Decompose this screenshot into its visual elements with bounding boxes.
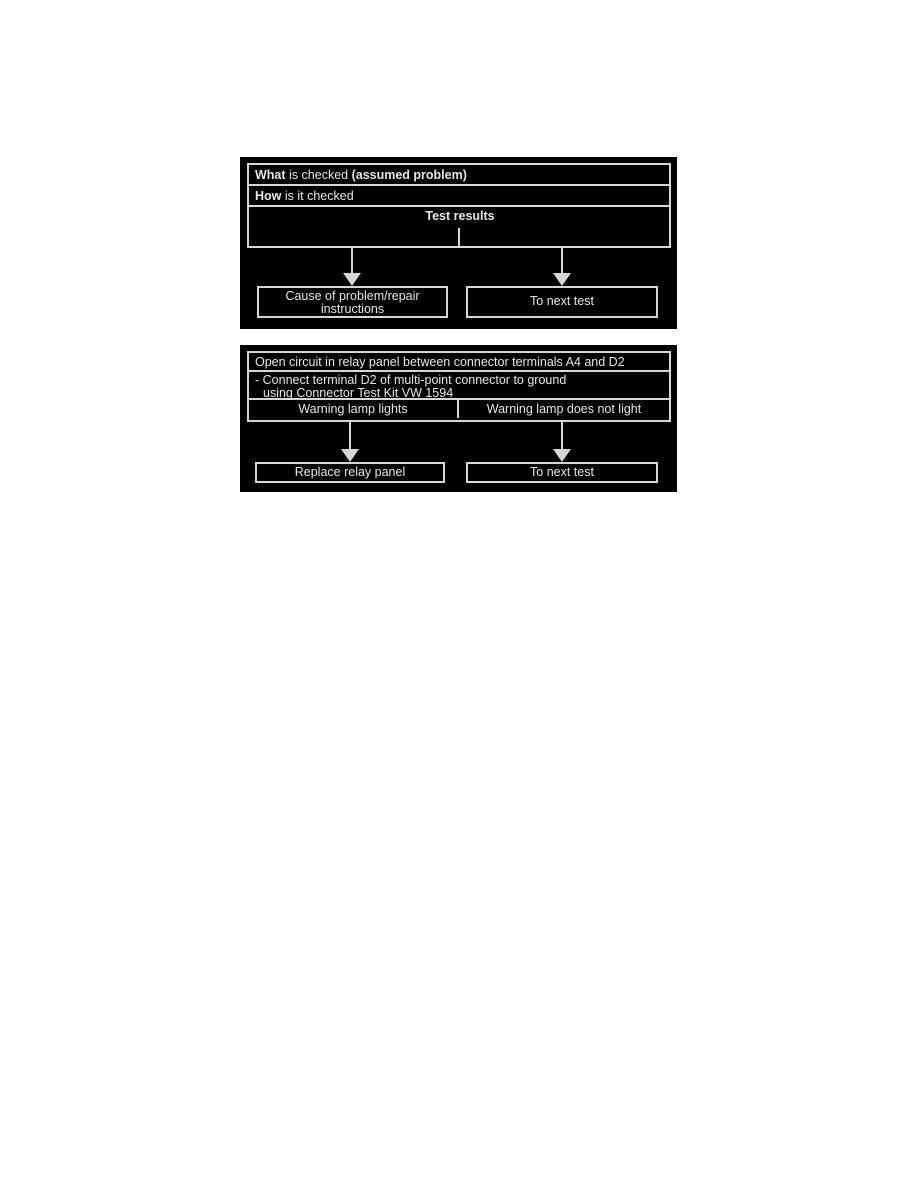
arrow-stem <box>561 248 563 273</box>
arrow-to-next-test-box <box>553 422 571 462</box>
arrow-to-cause-box <box>343 248 361 286</box>
arrow-to-next-test-box <box>553 248 571 286</box>
step-row <box>249 372 669 400</box>
arrow-down-icon <box>343 273 361 286</box>
replace-relay-panel-box: Replace relay panel <box>255 462 445 483</box>
assumed-problem-label: (assumed problem) <box>351 168 467 182</box>
legend-flowchart-panel <box>240 157 677 329</box>
problem-row: Open circuit in relay panel between connector terminals A4 and D2 <box>249 353 669 372</box>
arrow-to-replace-box <box>341 422 359 462</box>
arrow-stem <box>349 422 351 449</box>
cause-box-line1: Cause of problem/repair <box>285 289 420 303</box>
test-header-box <box>247 351 671 422</box>
results-split-row <box>249 400 669 418</box>
what-label: What <box>255 168 286 182</box>
result-cell-lamp-not-light: Warning lamp does not light <box>486 402 642 416</box>
how-label: How <box>255 189 282 203</box>
result-cell-lamp-lights: Warning lamp lights <box>249 400 459 418</box>
test-results-label: Test results <box>425 209 495 223</box>
what-row-middle: is checked <box>285 168 352 182</box>
to-next-test-box: To next test <box>466 286 658 318</box>
legend-header-box <box>247 163 671 248</box>
what-row <box>249 165 669 186</box>
test-flowchart-panel <box>240 345 677 492</box>
step-line1: - Connect terminal D2 of multi-point connector to ground <box>255 373 567 387</box>
arrow-stem <box>561 422 563 449</box>
cause-box-line2: instructions <box>320 302 385 316</box>
how-row <box>249 186 669 207</box>
results-connector-line <box>458 228 460 246</box>
how-row-rest: is it checked <box>281 189 354 203</box>
to-next-test-box: To next test <box>466 462 658 483</box>
step-line2: using Connector Test Kit VW 1594 <box>263 386 454 400</box>
cause-of-problem-box <box>257 286 448 318</box>
test-results-row <box>249 207 669 246</box>
arrow-down-icon <box>341 449 359 462</box>
arrow-down-icon <box>553 273 571 286</box>
arrow-stem <box>351 248 353 273</box>
arrow-down-icon <box>553 449 571 462</box>
